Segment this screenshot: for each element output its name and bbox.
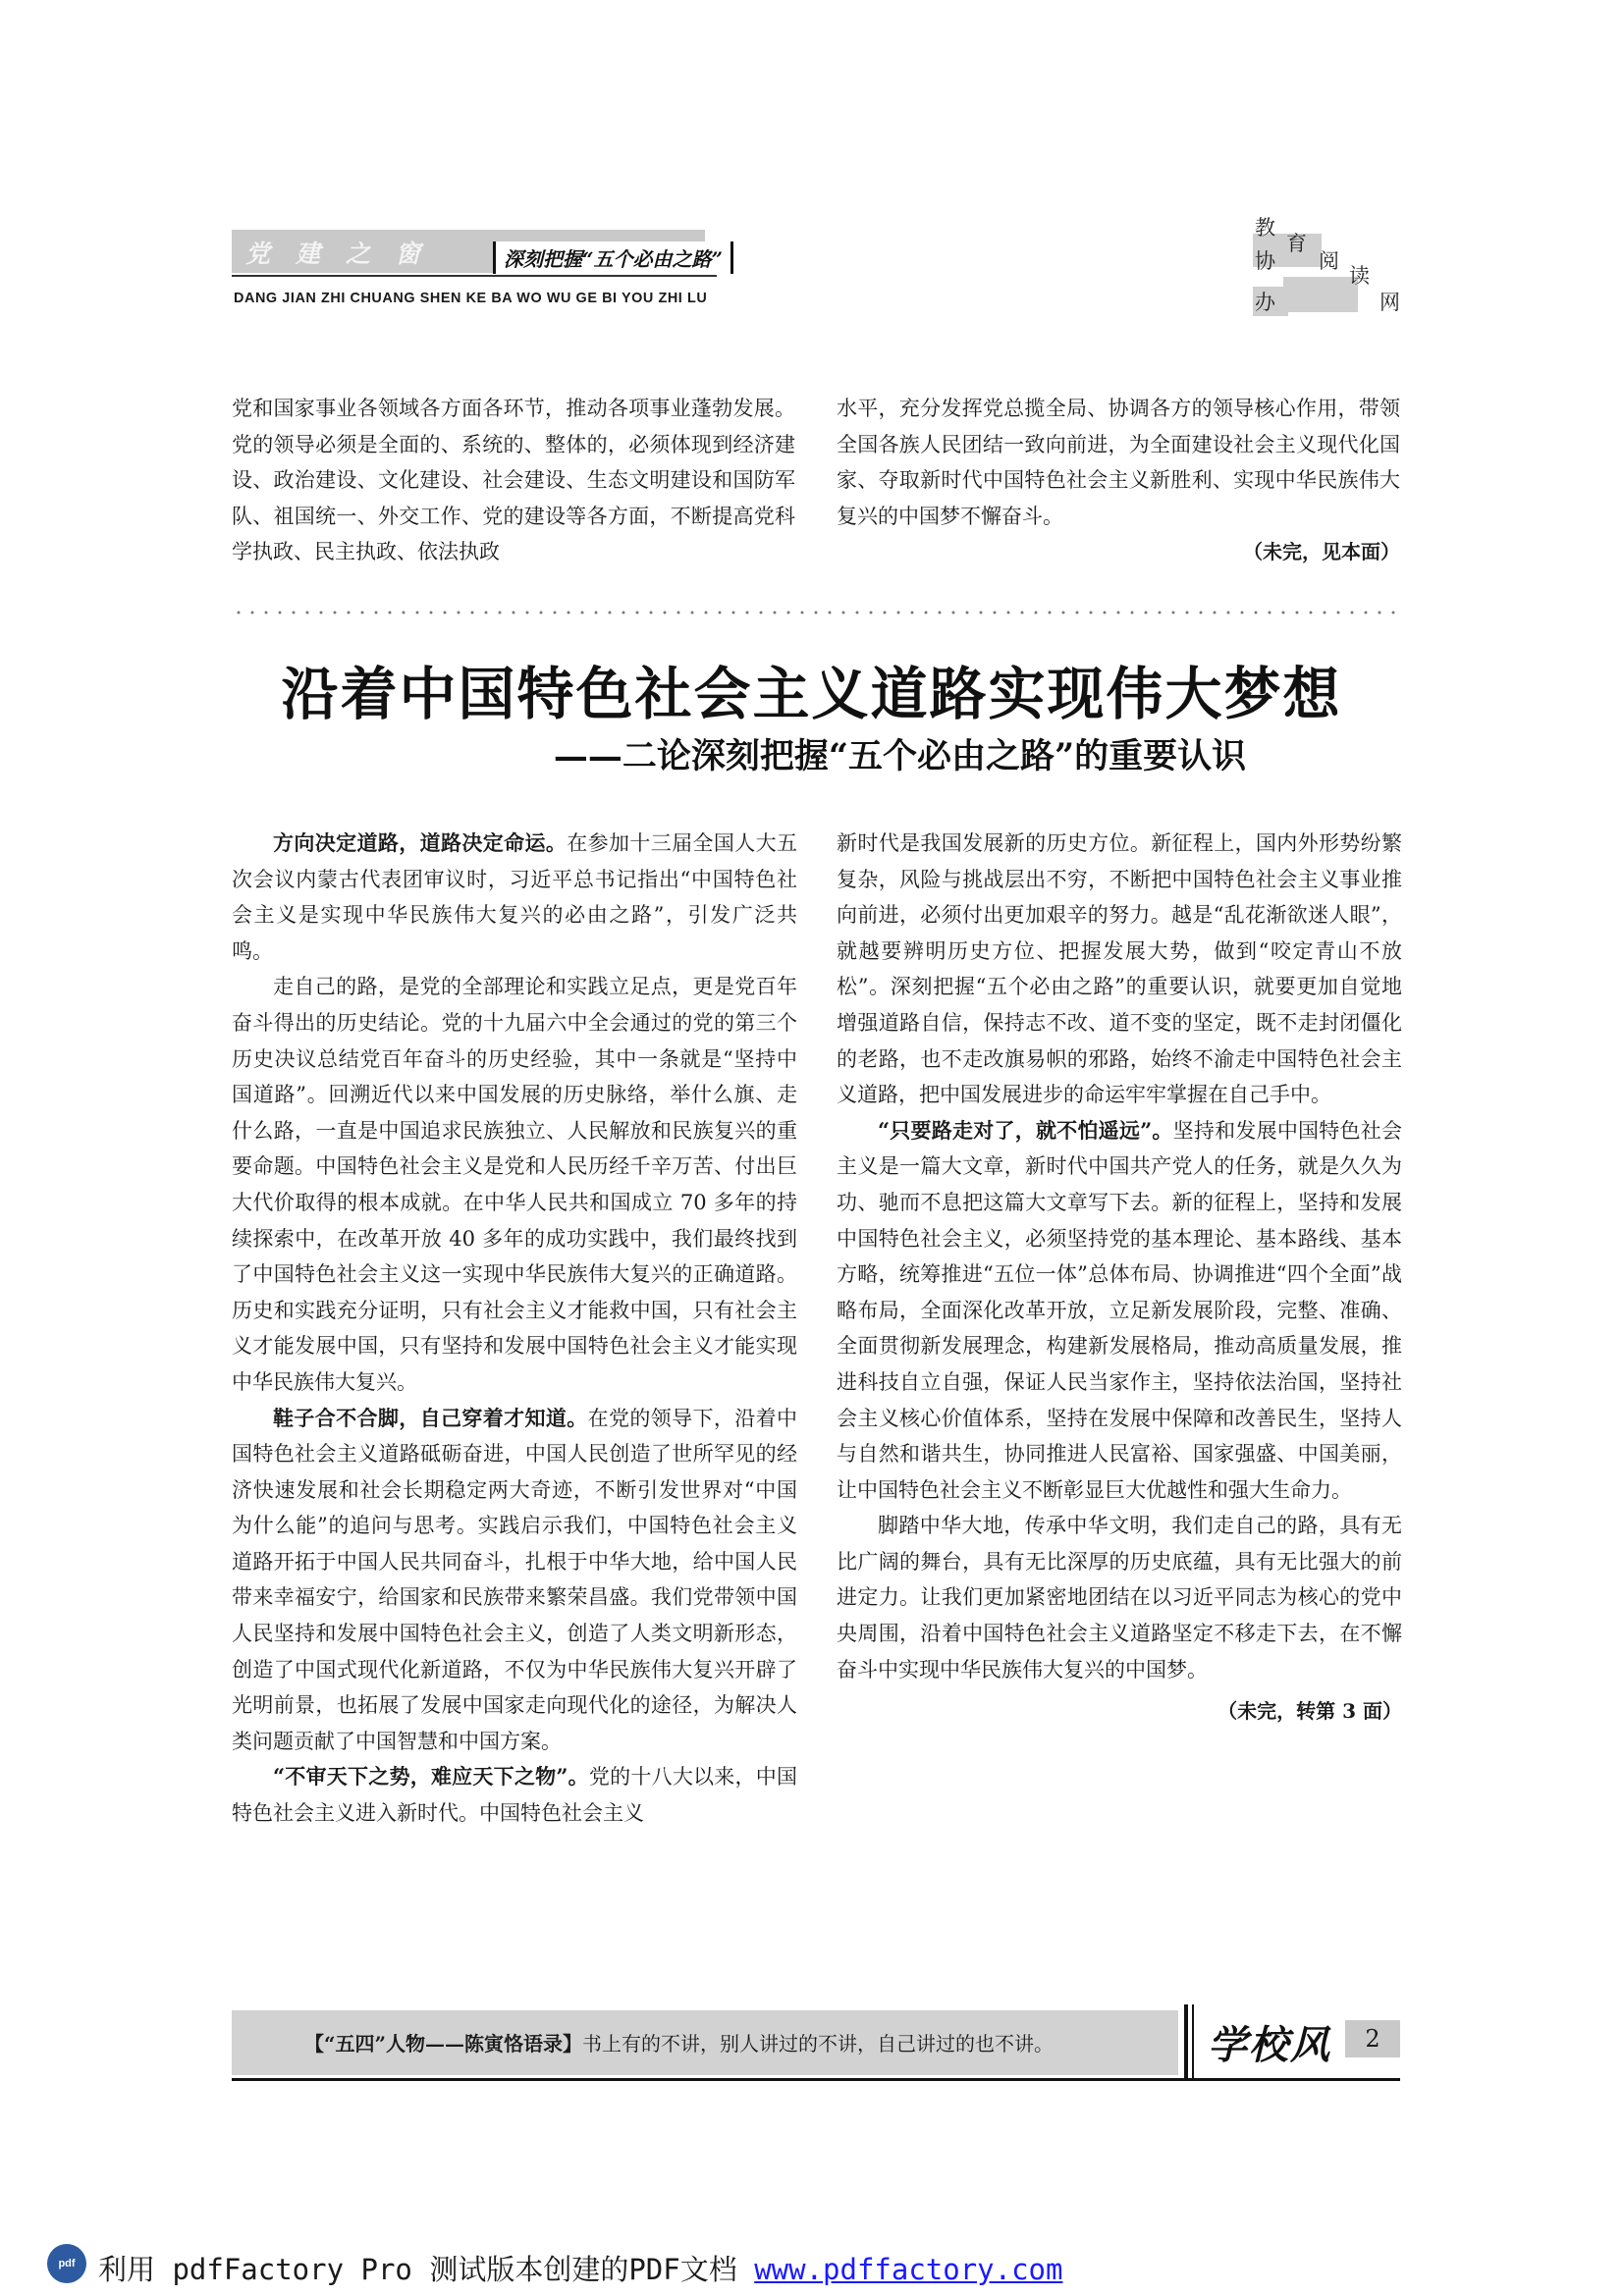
article-title: 沿着中国特色社会主义道路实现伟大梦想 [281, 661, 1342, 727]
footer-quote [304, 2028, 1054, 2056]
paragraph: 方向决定道路，道路决定命运。在参加十三届全国人大五次会议内蒙古代表团审议时，习近平总书记指出“中国特色社会主义是实现中华民族伟大复兴的必由之路”，引发广泛共鸣。 [232, 830, 797, 963]
article-subtitle: ——二论深刻把握“五个必由之路”的重要认识 [553, 736, 1247, 776]
continued-note: （未完，见本面） [1243, 540, 1400, 564]
header-rule [232, 275, 717, 277]
paragraph: 水平，充分发挥党总揽全局、协调各方的领导核心作用，带领全国各族人民团结一致向前进，为全面建设社会主义现代化国家、夺取新时代中国特色社会主义新胜利、实现中华民族伟大复兴的中国梦不懈奋斗。 [837, 397, 1400, 528]
magazine-logo: 学校风 [1208, 2022, 1331, 2068]
page-number: 2 [1345, 2020, 1400, 2057]
logo-char: 阅 [1319, 249, 1339, 273]
top-left-column [232, 391, 795, 570]
logo-char: 网 [1380, 291, 1400, 314]
paragraph: 鞋子合不合脚，自己穿着才知道。在党的领导下，沿着中国特色社会主义道路砥砺奋进，中国人民创造了世所罕见的经济快速发展和社会长期稳定两大奇迹，不断引发世界对“中国为什么能”的追问与思考。实践启示我们，中国特色社会主义道路开拓于中国人民共同奋斗，扎根于中华大地，给中国人民带来幸福安宁，给国家和民族带来繁荣昌盛。我们党带领中国人民坚持和发展中国特色社会主义，创造了人类文明新形态，创造了中国式现代化新道路，不仅为中华民族伟大复兴开辟了光明前景，也拓展了发展中国家走向现代化的途径，为解决人类问题贡献了中国智慧和中国方案。 [232, 1405, 797, 1753]
paragraph: 走自己的路，是党的全部理论和实践立足点，更是党百年奋斗得出的历史结论。党的十九届六中全会通过的党的第三个历史决议总结党百年奋斗的历史经验，其中一条就是“坚持中国道路”。回溯近代以来中国发展的历史脉络，举什么旗、走什么路，一直是中国追求民族独立、人民解放和民族复兴的重要命题。中国特色社会主义是党和人民历经千辛万苦、付出巨大代价取得的根本成就。在中华人民共和国成立 70 多年的持续探索中，在改革开放 40 多年的成功实践中，我们最终找到了中国特色社会主义这一实现中华民族伟大复兴的正确道路。历史和实践充分证明，只有社会主义才能救中国，只有社会主义才能发展中国，只有坚持和发展中国特色社会主义才能实现中华民族伟大复兴。 [232, 975, 797, 1394]
pdf-icon: pdf [47, 2244, 86, 2283]
logo-char: 办 [1255, 291, 1275, 314]
footer-label: 【“五四”人物——陈寅恪语录】 [304, 2032, 583, 2056]
footer-rule [232, 2078, 1400, 2081]
article-right-column [837, 826, 1402, 1730]
logo-char: 教 [1255, 216, 1275, 240]
article-left-column [232, 826, 797, 1832]
logo-block [1283, 277, 1358, 312]
top-right-column [837, 391, 1400, 570]
paragraph: 党和国家事业各领域各方面各环节，推动各项事业蓬勃发展。党的领导必须是全面的、系统的、整体的，必须体现到经济建设、政治建设、文化建设、社会建设、生态文明建设和国防军队、祖国统一、外交工作、党的建设等各方面，不断提高党科学执政、民主执政、依法执政 [232, 397, 795, 564]
pdf-link[interactable]: www.pdffactory.com [754, 2253, 1063, 2286]
pdf-watermark-text: 利用 pdfFactory Pro 测试版本创建的PDF文档 [98, 2253, 755, 2286]
footer-divider [1192, 2004, 1194, 2081]
header-pinyin: DANG JIAN ZHI CHUANG SHEN KE BA WO WU GE BI YOU ZHI LU [234, 290, 708, 306]
paragraph: 新时代是我国发展新的历史方位。新征程上，国内外形势纷繁复杂，风险与挑战层出不穷，不断把中国特色社会主义事业推向前进，必须付出更加艰辛的努力。越是“乱花渐欲迷人眼”，就越要辨明历史方位、把握发展大势，做到“咬定青山不放松”。深刻把握“五个必由之路”的重要认识，就要更加自觉地增强道路自信，保持志不改、道不变的坚定，既不走封闭僵化的老路，也不走改旗易帜的邪路，始终不渝走中国特色社会主义道路，把中国发展进步的命运牢牢掌握在自己手中。 [837, 831, 1402, 1107]
footer-quote-text: 书上有的不讲，别人讲过的不讲，自己讲过的也不讲。 [582, 2032, 1055, 2056]
paragraph: “只要路走对了，就不怕遥远”。坚持和发展中国特色社会主义是一篇大文章，新时代中国共产党人的任务，就是久久为功、驰而不息把这篇大文章写下去。新的征程上，坚持和发展中国特色社会主义，必须坚持党的基本理论、基本路线、基本方略，统筹推进“五位一体”总体布局、协调推进“四个全面”战略布局，全面深化改革开放，立足新发展阶段，完整、准确、全面贯彻新发展理念，构建新发展格局，推动高质量发展，推进科技自立自强，保证人民当家作主，坚持依法治国，坚持社会主义核心价值体系，坚持在发展中保障和改善民生，坚持人与自然和谐共生，协同推进人民富裕、国家强盛、中国美丽，让中国特色社会主义不断彰显巨大优越性和强大生命力。 [837, 1117, 1402, 1502]
logo-char: 育 [1286, 232, 1307, 255]
paragraph: “不审天下之势，难应天下之物”。党的十八大以来，中国特色社会主义进入新时代。中国特色社会主义 [232, 1764, 797, 1826]
section-label: 党建之窗 [245, 240, 447, 268]
pdf-watermark [98, 2248, 1062, 2288]
logo-char: 读 [1349, 264, 1370, 288]
dotted-divider [232, 609, 1400, 616]
continued-note: （未完，转第 3 面） [1217, 1699, 1402, 1724]
logo-char: 协 [1255, 249, 1275, 273]
paragraph: 脚踏中华大地，传承中华文明，我们走自己的路，具有无比广阔的舞台，具有无比深厚的历史底蕴，具有无比强大的前进定力。让我们更加紧密地团结在以习近平同志为核心的党中央周围，沿着中国特色社会主义道路坚定不移走下去，在不懈奋斗中实现中华民族伟大复兴的中国梦。 [837, 1514, 1402, 1682]
column-title: 深刻把握“五个必由之路” [493, 241, 733, 274]
footer-divider [1184, 2004, 1188, 2081]
